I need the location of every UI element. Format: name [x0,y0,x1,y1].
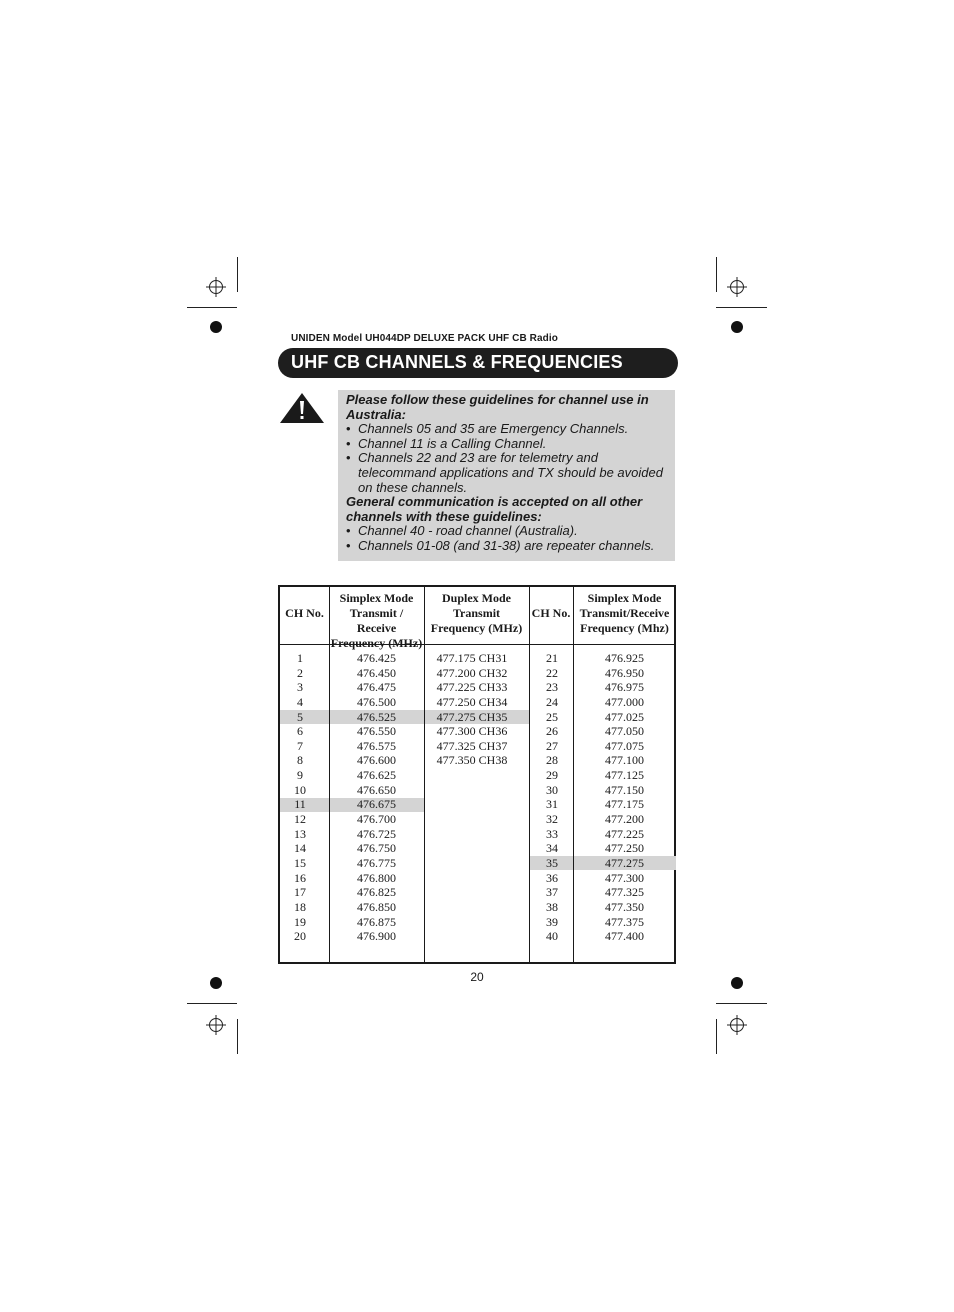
table-cell: 477.250 [605,841,644,856]
table-cell: 18 [294,899,306,914]
registration-target-icon [727,277,747,297]
table-cell: 476.850 [357,899,396,914]
table-cell: 476.475 [357,680,396,695]
left-channel-column [280,651,320,944]
table-cell: 476.800 [357,870,396,885]
table-cell: 32 [546,812,558,827]
table-cell: 28 [546,753,558,768]
table-cell: 477.275 CH35 [436,709,508,724]
table-cell: 40 [546,929,558,944]
table-cell: 477.250 CH34 [436,694,508,709]
table-cell: 476.550 [357,724,396,739]
table-cell: 17 [294,885,306,900]
crop-mark [237,1019,238,1054]
header-line: Simplex Mode [587,591,662,605]
table-cell: 16 [294,870,306,885]
table-cell: 477.200 CH32 [436,665,508,680]
table-cell: 4 [297,694,303,709]
table-cell: 31 [546,797,558,812]
guidelines-heading: Please follow these guidelines for channel use in Australia: [346,392,649,422]
table-cell: 15 [294,855,306,870]
table-cell: 477.400 [605,929,644,944]
guideline-item: • Channels 01-08 (and 31-38) are repeater channels. [346,539,667,554]
table-cell: 477.175 [605,797,644,812]
table-cell: 26 [546,724,558,739]
table-cell: 5 [297,709,303,724]
crop-mark [716,257,717,292]
crop-mark [187,1003,237,1004]
crop-mark [716,1003,767,1004]
table-cell: 34 [546,841,558,856]
crop-mark [237,257,238,292]
table-cell: 8 [297,753,303,768]
table-cell: 477.275 [605,855,644,870]
table-cell: 9 [297,768,303,783]
warning-icon [279,392,325,424]
table-cell: 33 [546,826,558,841]
table-cell: 476.625 [357,768,396,783]
table-cell: 19 [294,914,306,929]
table-cell: 476.825 [357,885,396,900]
table-cell: 25 [546,709,558,724]
table-cell: 477.175 CH31 [436,651,508,665]
header-line: Frequency (MHz) [430,621,523,635]
table-cell: 477.350 [605,899,644,914]
table-cell: 477.225 [605,826,644,841]
table-cell: 14 [294,841,306,856]
table-cell: 30 [546,782,558,797]
table-cell: 476.750 [357,841,396,856]
table-cell: 37 [546,885,558,900]
table-cell: 21 [546,651,558,665]
table-cell: 476.600 [357,753,396,768]
guideline-item: • Channel 40 - road channel (Australia). [346,524,667,539]
table-cell: 22 [546,665,558,680]
table-cell: 13 [294,826,306,841]
column-header-simplex [329,591,424,651]
table-cell: 476.650 [357,782,396,797]
table-cell: 20 [294,929,306,944]
table-cell: 476.450 [357,665,396,680]
column-header-ch-no: CH No. [531,606,571,620]
right-channel-column [529,651,575,944]
guideline-item: • Channel 11 is a Calling Channel. [346,437,667,452]
table-cell: 477.075 [605,738,644,753]
table-cell: 477.325 [605,885,644,900]
table-cell: 36 [546,870,558,885]
table-cell: 477.100 [605,753,644,768]
table-cell: 2 [297,665,303,680]
column-header-duplex [424,591,529,636]
table-cell: 7 [297,738,303,753]
header-line: Transmit [452,606,501,620]
table-cell: 477.125 [605,768,644,783]
table-cell: 477.325 CH37 [436,738,508,753]
table-cell: 477.050 [605,724,644,739]
header-line: Frequency (Mhz) [580,621,669,635]
table-cell: 477.025 [605,709,644,724]
header-line: Frequency (MHz) [330,636,423,650]
table-cell: 476.775 [357,855,396,870]
header-line: Duplex Mode [442,591,511,605]
table-cell: 476.950 [605,665,644,680]
guideline-item: • Channels 22 and 23 are for telemetry and telecommand applications and TX should be avoided on these channels. [346,451,667,495]
registration-target-icon [727,1015,747,1035]
column-header-ch-no: CH No. [285,606,324,620]
model-line: UNIDEN Model UH044DP DELUXE PACK UHF CB Radio [291,333,558,344]
crop-mark [716,1019,717,1054]
table-cell: 476.675 [357,797,396,812]
table-cell: 3 [297,680,303,695]
table-cell: 476.725 [357,826,396,841]
right-frequency-column [573,651,676,944]
header-line: Transmit/Receive [579,606,670,620]
table-cell: 476.575 [357,738,396,753]
table-cell: 29 [546,768,558,783]
crop-mark [187,307,237,308]
table-cell: 476.900 [357,929,396,944]
table-cell: 477.300 [605,870,644,885]
table-cell: 27 [546,738,558,753]
table-cell: 477.225 CH33 [436,680,508,695]
table-cell: 477.150 [605,782,644,797]
registration-target-icon [206,277,226,297]
header-line: Transmit / Receive [349,606,404,635]
table-cell: 476.500 [357,694,396,709]
table-cell: 477.375 [605,914,644,929]
table-cell: 476.425 [357,651,396,665]
table-cell: 476.525 [357,709,396,724]
table-cell: 10 [294,782,306,797]
registration-dot-icon [210,321,222,333]
header-line: Simplex Mode [339,591,414,605]
table-cell: 12 [294,812,306,827]
guidelines-heading: General communication is accepted on all other channels with these guidelines: [346,494,643,524]
table-cell: 476.925 [605,651,644,665]
table-cell: 476.875 [357,914,396,929]
column-header-simplex [573,591,676,636]
crop-mark [716,307,767,308]
table-cell: 11 [294,797,306,812]
table-cell: 477.000 [605,694,644,709]
duplex-frequency-column [424,651,520,768]
table-cell: 476.700 [357,812,396,827]
table-cell: 35 [546,855,558,870]
registration-dot-icon [731,321,743,333]
page-number: 20 [470,970,484,984]
table-cell: 38 [546,899,558,914]
left-frequency-column [329,651,424,944]
table-cell: 477.200 [605,812,644,827]
frequency-table [278,585,676,964]
registration-target-icon [206,1015,226,1035]
guidelines-box [338,390,675,561]
table-cell: 23 [546,680,558,695]
table-cell: 477.350 CH38 [436,753,508,768]
table-cell: 1 [297,651,303,665]
section-title: UHF CB CHANNELS & FREQUENCIES [291,352,623,372]
table-cell: 477.300 CH36 [436,724,508,739]
guideline-item: • Channels 05 and 35 are Emergency Channels. [346,422,667,437]
table-cell: 476.975 [605,680,644,695]
table-cell: 24 [546,694,558,709]
section-title-bar [278,348,678,378]
table-cell: 6 [297,724,303,739]
table-cell: 39 [546,914,558,929]
